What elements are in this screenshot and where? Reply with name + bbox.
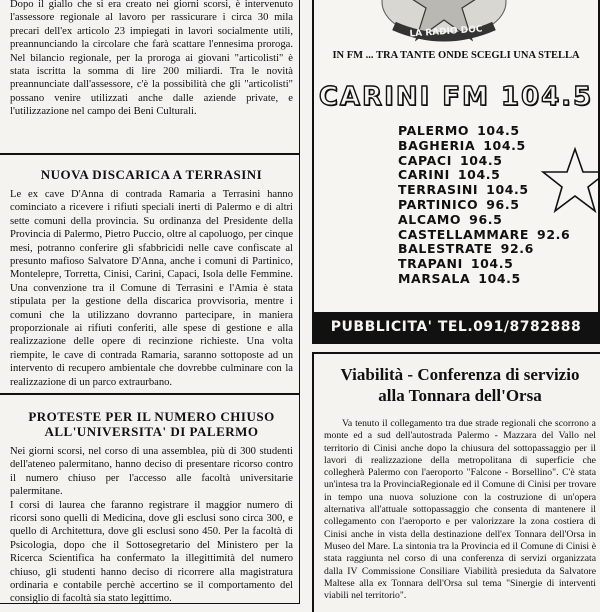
frequency-item: BALESTRATE 92.6 xyxy=(398,241,534,257)
frequency-item: CARINI 104.5 xyxy=(398,167,501,183)
viabilita-title-line2: alla Tonnara dell'Orsa xyxy=(378,386,542,405)
frequency-item: CASTELLAMMARE 92.6 xyxy=(398,226,571,242)
station-title: CARINI FM 104.5 xyxy=(318,82,594,112)
frequency-item: CAPACI 104.5 xyxy=(398,152,503,168)
intro-text: Dopo il giallo che si era creato nei giorni scorsi, è intervenuto l'assessore regionale al lavoro per rassicurare i circa 30 mila precari dell'ex articolo 23 impiegati in lavori socialmente utili, preannunciando la circolare che farà scattare l'ennesima proroga. Nel bilancio regionale, per la proroga ai giovani "articolisti" è stata iscritta la somma di lire 200 miliardi. Tra le novità preannunciate dall'assessore, c'è la possibilità che gli "articolisti" possano venire utilizzati anche dalle aziende private, e l'utilizzazione nel campo dei Beni Culturali. xyxy=(10,0,293,118)
viabilita-text: Va tenuto il collegamento tra due strade regionali che scorrono a monte ed a sud dell'autostrada Palermo - Mazzara del Vallo nel territorio di Cinisi anche dopo la chiusura del sottopassaggio per il lavori di realizzazione della metropolitana di superficie che collegherà Palermo con l'aeroporto "Falcone - Borsellino". C'è stata un'intesa tra la ProvinciaRegionale ed il Comune di Cinisi per trovare in tempo una nuova soluzione con la costruzione di un'opera alternativa all'attuale sottopassaggio che consenta di mantenere il collegamento con l'aeroporto e per valorizzare la zona costiera di Cinisi anche in vista della destinazione dell'ex Tonnara dell'Orsa in Museo del Mare. La sintonia tra la Provincia ed il Comune di Cinisi è stata raggiunta nel corso di una conferenza di servizi organizzata dalla IV Commissione Consiliare Viabilità presieduta da Salvatore Maltese alla ex Tonnara dell'Orsa sul tema "Sinergie di interventi viabili nel territorio". xyxy=(324,418,596,602)
proteste-heading-line1: PROTESTE PER IL NUMERO CHIUSO xyxy=(28,409,275,424)
proteste-text-1: Nei giorni scorsi, nel corso di una assemblea, più di 300 studenti dell'ateneo palermitano, hanno deciso di presentare ricorso contro il numero chiuso per l'accesso alle facoltà universitarie palermitane. xyxy=(10,446,293,498)
article-intro xyxy=(0,0,300,154)
article-viabilita xyxy=(312,352,600,612)
radio-logo xyxy=(374,0,514,46)
discarica-text: Le ex cave D'Anna di contrada Ramaria a Terrasini hanno cominciato a ricevere i rifiuti speciali inerti di Palermo e di altri sette comuni della provincia. Su ordinanza del Presidente della Provincia di Palermo, Pietro Puccio, oltre al capoluogo, per cinque mesi, potranno conferire gli sfabbricidi nelle cave confiscate al presunto mafioso Salvatore D'Anna, anche i comuni di Partinico, Montelepre, Torretta, Cinisi, Carini, Capaci, Isola delle Femmine. Una convenzione tra il Comune di Terrasini e l'Amia è stata stipulata per la gestione della discarica provvisoria, mentre i comuni che la utilizzano dovranno partecipare, in maniera proporzionale ai rifiuti conferiti, alle spese di gestione e alla realizzazione delle opere di recinzione richieste. Una volta riempite, le cave di contrada Ramaria, saranno sottoposte ad un intervento di recupero ambientale che dovrebbe culminare con la realizzazione di un parco extraurbano. xyxy=(10,189,294,388)
pubblicita-bar: PUBBLICITA' TEL.091/8782888 xyxy=(314,312,598,342)
frequency-item: MARSALA 104.5 xyxy=(398,270,521,286)
radio-logo-text: LA RADIO DOC xyxy=(409,24,483,40)
viabilita-title-line1: Viabilità - Conferenza di servizio xyxy=(340,365,580,384)
frequency-item: PARTINICO 96.5 xyxy=(398,196,520,212)
frequency-item: TRAPANI 104.5 xyxy=(398,256,514,272)
radio-ad xyxy=(312,0,600,344)
discarica-heading: NUOVA DISCARICA A TERRASINI xyxy=(40,167,263,182)
star-icon xyxy=(540,146,600,216)
proteste-heading xyxy=(10,409,293,439)
article-discarica xyxy=(0,154,300,394)
frequency-item: ALCAMO 96.5 xyxy=(398,211,503,227)
frequency-item: BAGHERIA 104.5 xyxy=(398,137,526,153)
proteste-heading-line2: ALL'UNIVERSITA' DI PALERMO xyxy=(44,424,259,439)
proteste-text-2: I corsi di laurea che faranno registrare il maggior numero di ricorsi sono quelli di Medicina, dove gli esclusi sono circa 300, e quello di Architettura, dove gli esclusi sono 450. Per la facoltà di Psicologia, dopo che il Sottosegretario del Ministero per la Ricerca Scientifica ha confermato la illegittimità del numero chiuso, gli studenti hanno deciso di ricorrere alla magistratura ordinaria e contabile perchè accertino se il comportamento del consiglio di facoltà sia stato legittimo. xyxy=(10,499,293,605)
viabilita-title xyxy=(324,364,596,406)
frequency-item: TERRASINI 104.5 xyxy=(398,182,529,198)
radio-slogan: IN FM ... TRA TANTE ONDE SCEGLI UNA STELLA xyxy=(332,50,580,61)
article-proteste xyxy=(0,394,300,604)
frequency-item: PALERMO 104.5 xyxy=(398,123,520,138)
